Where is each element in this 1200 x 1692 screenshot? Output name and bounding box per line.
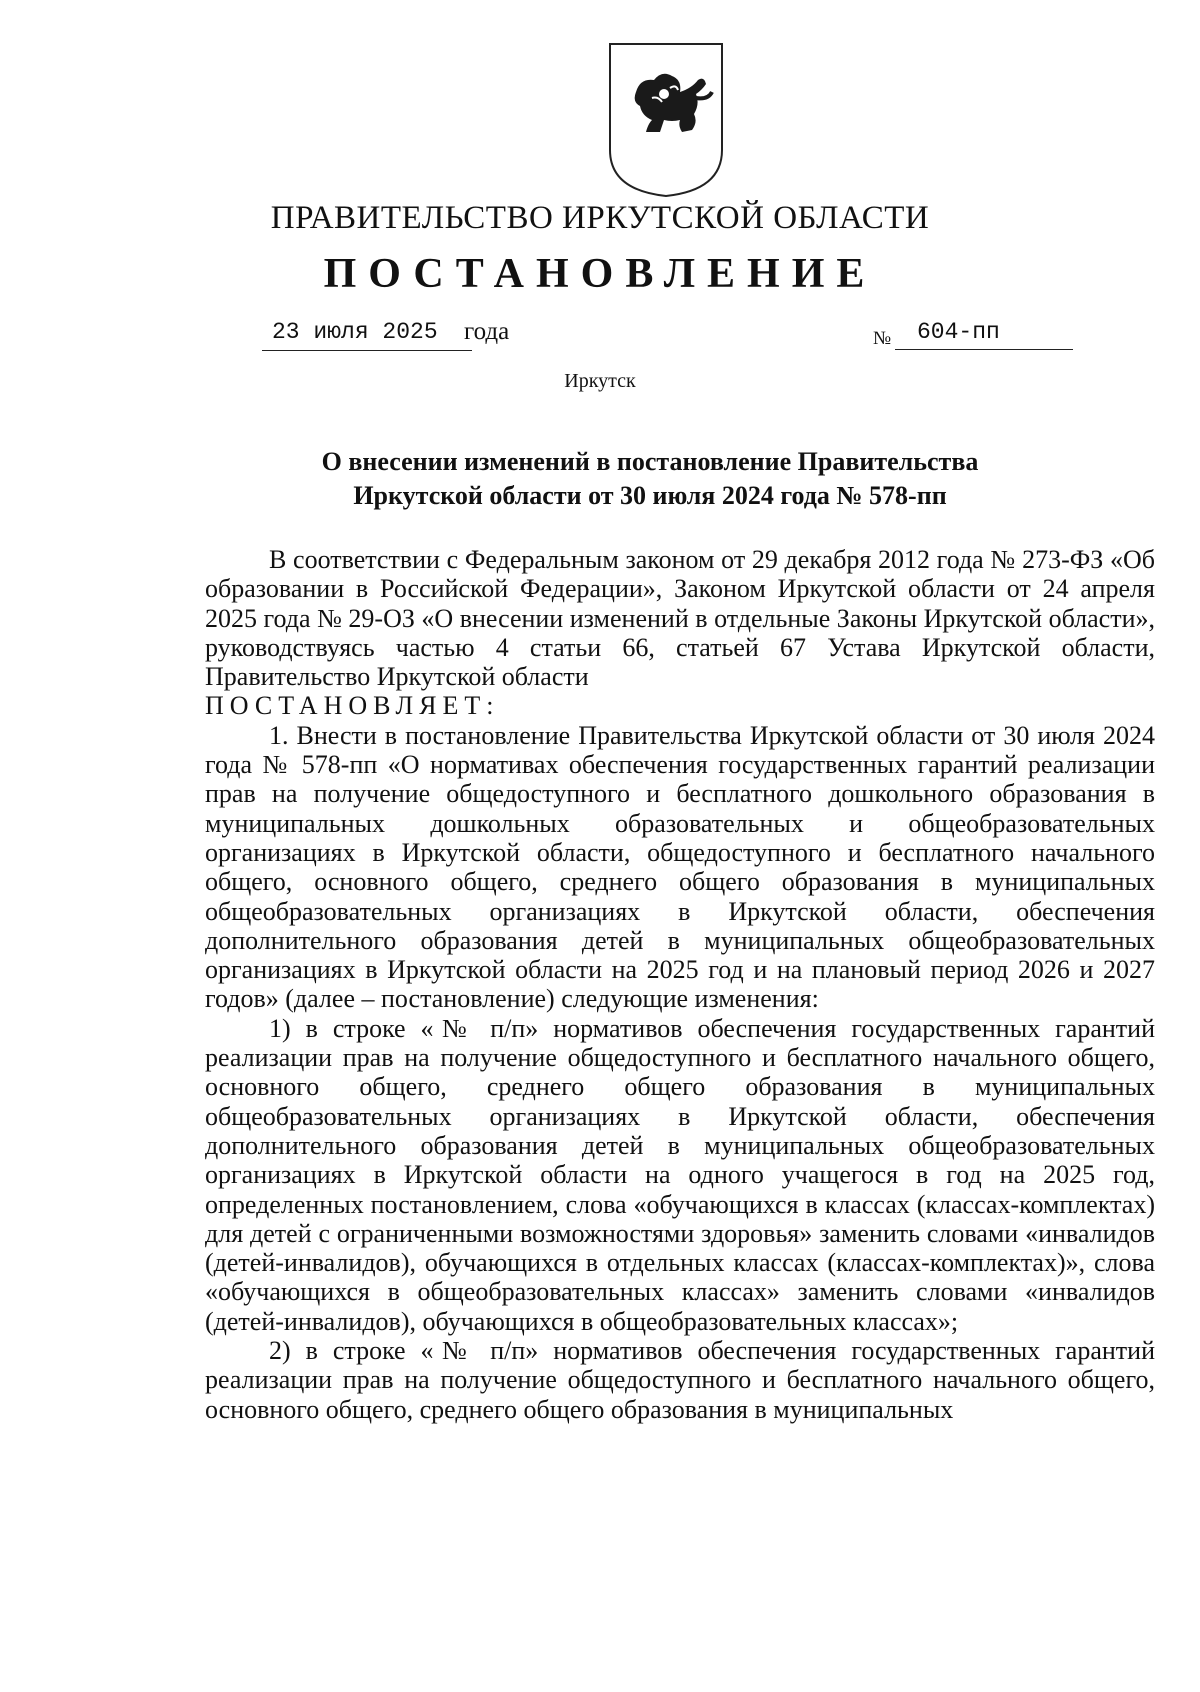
- government-name: ПРАВИТЕЛЬСТВО ИРКУТСКОЙ ОБЛАСТИ: [270, 200, 930, 236]
- city-name: Иркутск: [564, 370, 636, 392]
- document-number: 604-пп: [895, 318, 1073, 350]
- number-label: №: [873, 328, 892, 349]
- document-subject: [200, 445, 1100, 513]
- date-field: 23 июля 2025: [262, 318, 472, 351]
- subitem-1-paragraph: 1) в строке «№ п/п» нормативов обеспечения государственных гарантий реализации прав на получение общедоступного и бесплатного начального общего, основного общего, среднего общего образования в муниципальных общеобразовательных организациях в Иркутской области, обеспечения дополнительного образования детей в муниципальных общеобразовательных организациях в Иркутской области на одного учащегося в год на 2025 год, определенных постановлением, слова «обучающихся в классах (классах-комплектах) для детей с ограниченными возможностями здоровья» заменить словами «инвалидов (детей-инвалидов), обучающихся в отдельных классах (классах-комплектах)», слова «обучающихся в общеобразовательных классах» заменить словами «инвалидов (детей-инвалидов), обучающихся в общеобразовательных классах»;: [205, 1013, 1155, 1336]
- date-suffix: года: [464, 318, 510, 345]
- subject-line-1: О внесении изменений в постановление Правительства: [321, 447, 979, 476]
- irkutsk-coat-of-arms-icon: [606, 40, 726, 200]
- subitem-2-paragraph: 2) в строке «№ п/п» нормативов обеспечения государственных гарантий реализации прав на получение общедоступного и бесплатного начального общего, основного общего, среднего общего образования в муниципальных: [205, 1336, 1155, 1424]
- subject-line-2: Иркутской области от 30 июля 2024 года № 578-пп: [353, 481, 947, 510]
- item-1-paragraph: 1. Внести в постановление Правительства Иркутской области от 30 июля 2024 года № 578-пп «О нормативах обеспечения государственных гарантий реализации прав на получение общедоступного и бесплатного дошкольного образования в муниципальных дошкольных образовательных и общеобразовательных организациях в Иркутской области, общедоступного и бесплатного начального общего, основного общего, среднего общего образования в муниципальных общеобразовательных организациях в Иркутской области, обеспечения дополнительного образования детей в муниципальных общеобразовательных организациях в Иркутской области на 2025 год и на плановый период 2026 и 2027 годов» (далее – постановление) следующие изменения:: [205, 720, 1155, 1014]
- resolves-heading: ПОСТАНОВЛЯЕТ:: [205, 691, 500, 721]
- document-type: ПОСТАНОВЛЕНИЕ: [323, 251, 877, 297]
- document-body: [205, 545, 1155, 1424]
- preamble-paragraph: В соответствии с Федеральным законом от 29 декабря 2012 года № 273-ФЗ «Об образовании в Российской Федерации», Законом Иркутской области от 24 апреля 2025 года № 29-ОЗ «О внесении изменений в отдельные Законы Иркутской области», руководствуясь частью 4 статьи 66, статьей 67 Устава Иркутской области, Правительство Иркутской области: [205, 545, 1155, 692]
